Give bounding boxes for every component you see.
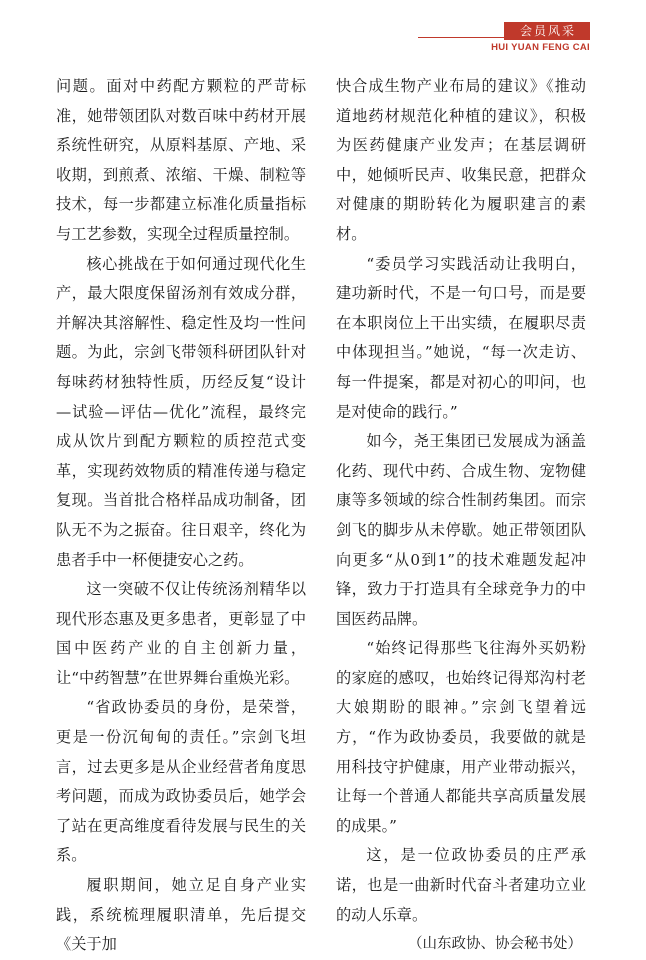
right-column bbox=[336, 72, 586, 960]
paragraph: 这一突破不仅让传统汤剂精华以现代形态惠及更多患者，更彰显了中国中医药产业的自主创新力量，让“中药智慧”在世界舞台重焕光彩。 bbox=[56, 580, 306, 687]
paragraph: “省政协委员的身份，是荣誉，更是一份沉甸甸的责任。”宗剑飞坦言，过去更多是从企业经营者角度思考问题，而成为政协委员后，她学会了站在更高维度看待发展与民生的关系。 bbox=[56, 698, 306, 865]
paragraph: 这，是一位政协委员的庄严承诺，也是一曲新时代奋斗者建功立业的动人乐章。 bbox=[336, 846, 586, 924]
section-subtitle: HUI YUAN FENG CAI bbox=[491, 42, 590, 53]
paragraph: 问题。面对中药配方颗粒的严苛标准，她带领团队对数百味中药材开展系统性研究，从原料基原、产地、采收期，到煎煮、浓缩、干燥、制粒等技术，每一步都建立标准化质量指标与工艺参数，实现全过程质量控制。 bbox=[56, 77, 306, 243]
paragraph: “委员学习实践活动让我明白，建功新时代，不是一句口号，而是要在本职岗位上干出实绩，在履职尽责中体现担当。”她说，“每一次走访、每一件提案，都是对初心的叩问，也是对使命的践行。” bbox=[336, 254, 586, 421]
header-top bbox=[418, 22, 590, 40]
paragraph: 快合成生物产业布局的建议》《推动道地药材规范化种植的建议》，积极为医药健康产业发声；在基层调研中，她倾听民声、收集民意，把群众对健康的期盼转化为履职建言的素材。 bbox=[336, 77, 586, 243]
header-rule bbox=[418, 36, 504, 38]
paragraph: 如今，尧王集团已发展成为涵盖化药、现代中药、合成生物、宠物健康等多领域的综合性制药集团。而宗剑飞的脚步从未停歇。她正带领团队向更多“从0到1”的技术难题发起冲锋，致力于打造具有全球竞争力的中国医药品牌。 bbox=[336, 432, 586, 628]
paragraph: “始终记得那些飞往海外买奶粉的家庭的感叹，也始终记得郑沟村老大娘期盼的眼神。”宗剑飞望着远方，“作为政协委员，我要做的就是用科技守护健康，用产业带动振兴，让每一个普通人都能共享高质量发展的成果。” bbox=[336, 639, 586, 835]
paragraph: 履职期间，她立足自身产业实践，系统梳理履职清单，先后提交《关于加 bbox=[56, 876, 306, 954]
paragraph: 核心挑战在于如何通过现代化生产，最大限度保留汤剂有效成分群，并解决其溶解性、稳定性及均一性问题。为此，宗剑飞带领科研团队针对每味药材独特性质，历经反复“设计—试验—评估—优化”流程，最终完成从饮片到配方颗粒的质控范式变革，实现药效物质的精准传递与稳定复现。当首批合格样品成功制备，团队无不为之振奋。往日艰辛，终化为患者手中一杯便捷安心之药。 bbox=[56, 254, 306, 569]
left-column bbox=[56, 72, 306, 960]
section-header bbox=[418, 22, 590, 53]
article-source: （山东政协、协会秘书处） bbox=[408, 936, 582, 953]
section-badge: 会员风采 bbox=[504, 22, 590, 40]
